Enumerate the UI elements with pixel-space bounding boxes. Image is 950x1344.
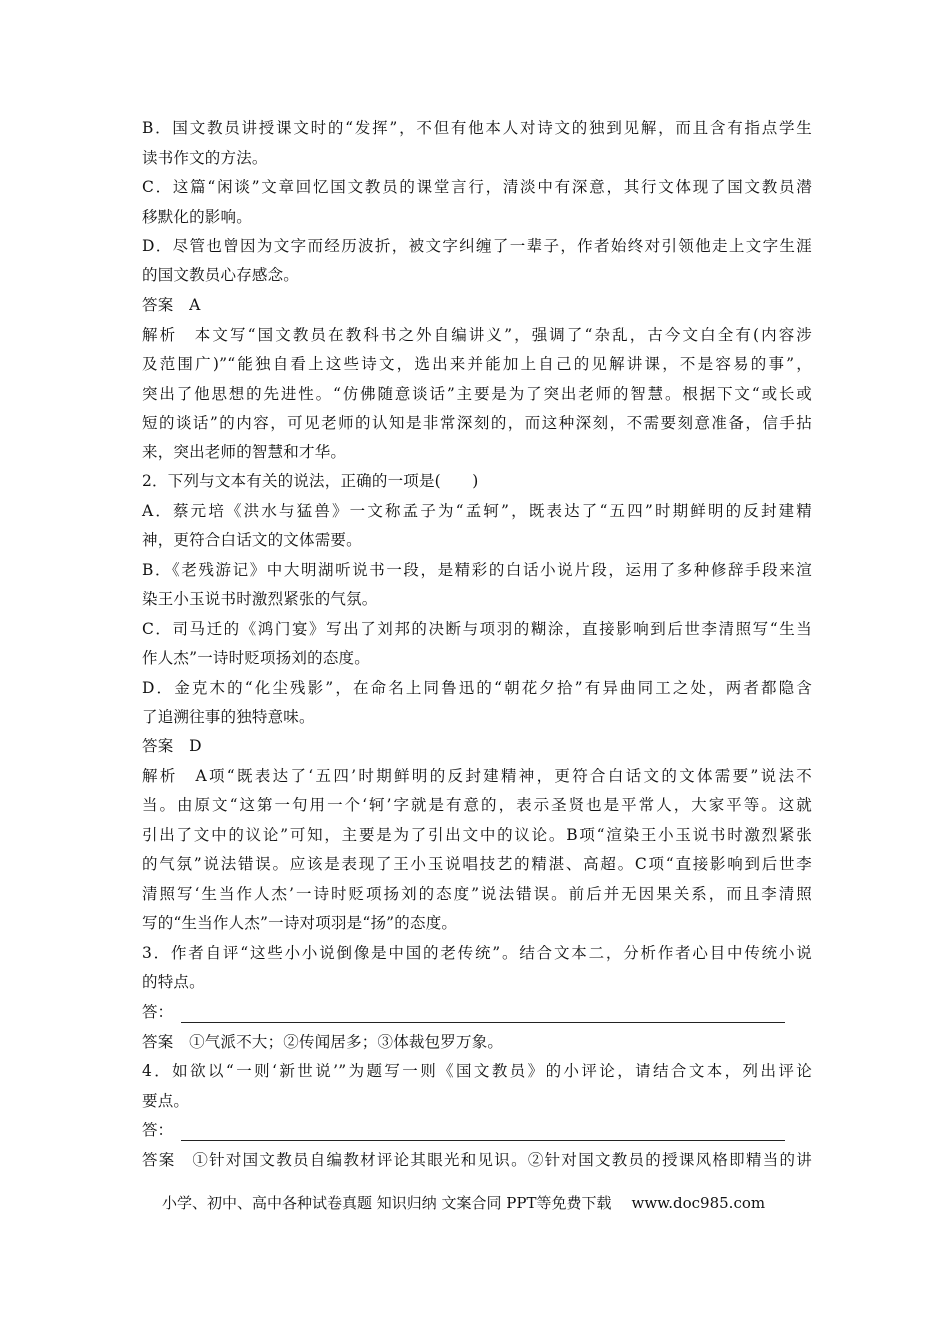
analysis-2-line-6: 写的“生当作人杰”一诗对项羽是“扬”的态度。 <box>142 914 458 932</box>
analysis-2-line-2: 当。由原文“这第一句用一个‘轲’字就是有意的，表示圣贤也是平常人，大家平等。这就 <box>142 796 812 814</box>
q2-option-d-line-2: 了追溯往事的独特意味。 <box>142 708 315 726</box>
answer-4-line-1: 答案 ①针对国文教员自编教材评论其眼光和见识。②针对国文教员的授课风格即精当的讲 <box>142 1151 812 1169</box>
question-4-line-1: 4．如欲以“一则‘新世说’”为题写一则《国文教员》的小评论，请结合文本，列出评论 <box>142 1062 812 1080</box>
option-c-line-1: C．这篇“闲谈”文章回忆国文教员的课堂言行，清淡中有深意，其行文体现了国文教员潜 <box>142 178 812 196</box>
option-b-line-1: B．国文教员讲授课文时的“发挥”，不但有他本人对诗文的独到见解，而且含有指点学生 <box>142 119 812 137</box>
analysis-2-line-5: 清照写‘生当作人杰’一诗时贬项扬刘的态度”说法错误。前后并无因果关系，而且李清照 <box>142 885 812 903</box>
analysis-2-line-3: 引出了文中的议论”可知，主要是为了引出文中的议论。B项“渲染王小玉说书时激烈紧张 <box>142 826 812 844</box>
answer-blank-4[interactable] <box>142 1115 785 1145</box>
page-footer <box>162 1188 765 1218</box>
q2-option-c-line-2: 作人杰”一诗时贬项扬刘的态度。 <box>142 649 370 667</box>
question-2-stem: 2．下列与文本有关的说法，正确的一项是( ) <box>142 472 479 490</box>
analysis-1-line-3: 突出了他思想的先进性。“仿佛随意谈话”主要是为了突出老师的智慧。根据下文“或长或 <box>142 385 812 403</box>
q2-option-b-line-1: B．《老残游记》中大明湖听说书一段，是精彩的白话小说片段，运用了多种修辞手段来渲 <box>142 561 812 579</box>
question-3-line-1: 3．作者自评“这些小小说倒像是中国的老传统”。结合文本二，分析作者心目中传统小说 <box>142 944 812 962</box>
answer-line-3[interactable] <box>181 1004 785 1023</box>
option-d-line-1: D．尽管也曾因为文字而经历波折，被文字纠缠了一辈子，作者始终对引领他走上文字生涯 <box>142 237 812 255</box>
question-3-line-2: 的特点。 <box>142 973 205 991</box>
answer-2: 答案 D <box>142 737 202 755</box>
analysis-2-line-1: 解析 A项“既表达了‘五四’时期鲜明的反封建精神，更符合白话文的文体需要”说法不 <box>142 767 812 785</box>
analysis-1-line-4: 短的谈话”的内容，可见老师的认知是非常深刻的，而这种深刻，不需要刻意准备，信手拈 <box>142 414 812 432</box>
footer-url[interactable]: www.doc985.com <box>631 1194 766 1212</box>
option-d-line-2: 的国文教员心存感念。 <box>142 266 300 284</box>
answer-3: 答案 ①气派不大；②传闻居多；③体裁包罗万象。 <box>142 1033 504 1051</box>
q2-option-c-line-1: C．司马迁的《鸿门宴》写出了刘邦的决断与项羽的糊涂，直接影响到后世李清照写“生当 <box>142 620 812 638</box>
footer-text: 小学、初中、高中各种试卷真题 知识归纳 文案合同 PPT等免费下载 <box>162 1194 612 1212</box>
option-b-line-2: 读书作文的方法。 <box>142 149 268 167</box>
answer-1: 答案 A <box>142 296 201 314</box>
q2-option-a-line-1: A．蔡元培《洪水与猛兽》一文称孟子为“孟轲”，既表达了“五四”时期鲜明的反封建精 <box>142 502 812 520</box>
analysis-1-line-2: 及范围广)”“能独自看上这些诗文，选出来并能加上自己的见解讲课，不是容易的事”， <box>142 355 812 373</box>
answer-prompt-3: 答： <box>142 1003 174 1021</box>
option-c-line-2: 移默化的影响。 <box>142 208 252 226</box>
analysis-1-line-1: 解析 本文写“国文教员在教科书之外自编讲义”，强调了“杂乱，古今文白全有(内容涉 <box>142 326 812 344</box>
q2-option-a-line-2: 神，更符合白话文的文体需要。 <box>142 531 362 549</box>
question-4-line-2: 要点。 <box>142 1092 190 1110</box>
analysis-2-line-4: 的气氛”说法错误。应该是表现了王小玉说唱技艺的精湛、高超。C项“直接影响到后世李 <box>142 855 812 873</box>
answer-prompt-4: 答： <box>142 1121 174 1139</box>
analysis-1-line-5: 来，突出老师的智慧和才华。 <box>142 443 347 461</box>
answer-blank-3[interactable] <box>142 997 785 1027</box>
q2-option-d-line-1: D．金克木的“化尘残影”，在命名上同鲁迅的“朝花夕拾”有异曲同工之处，两者都隐含 <box>142 679 812 697</box>
q2-option-b-line-2: 染王小玉说书时激烈紧张的气氛。 <box>142 590 378 608</box>
answer-line-4[interactable] <box>181 1122 785 1141</box>
